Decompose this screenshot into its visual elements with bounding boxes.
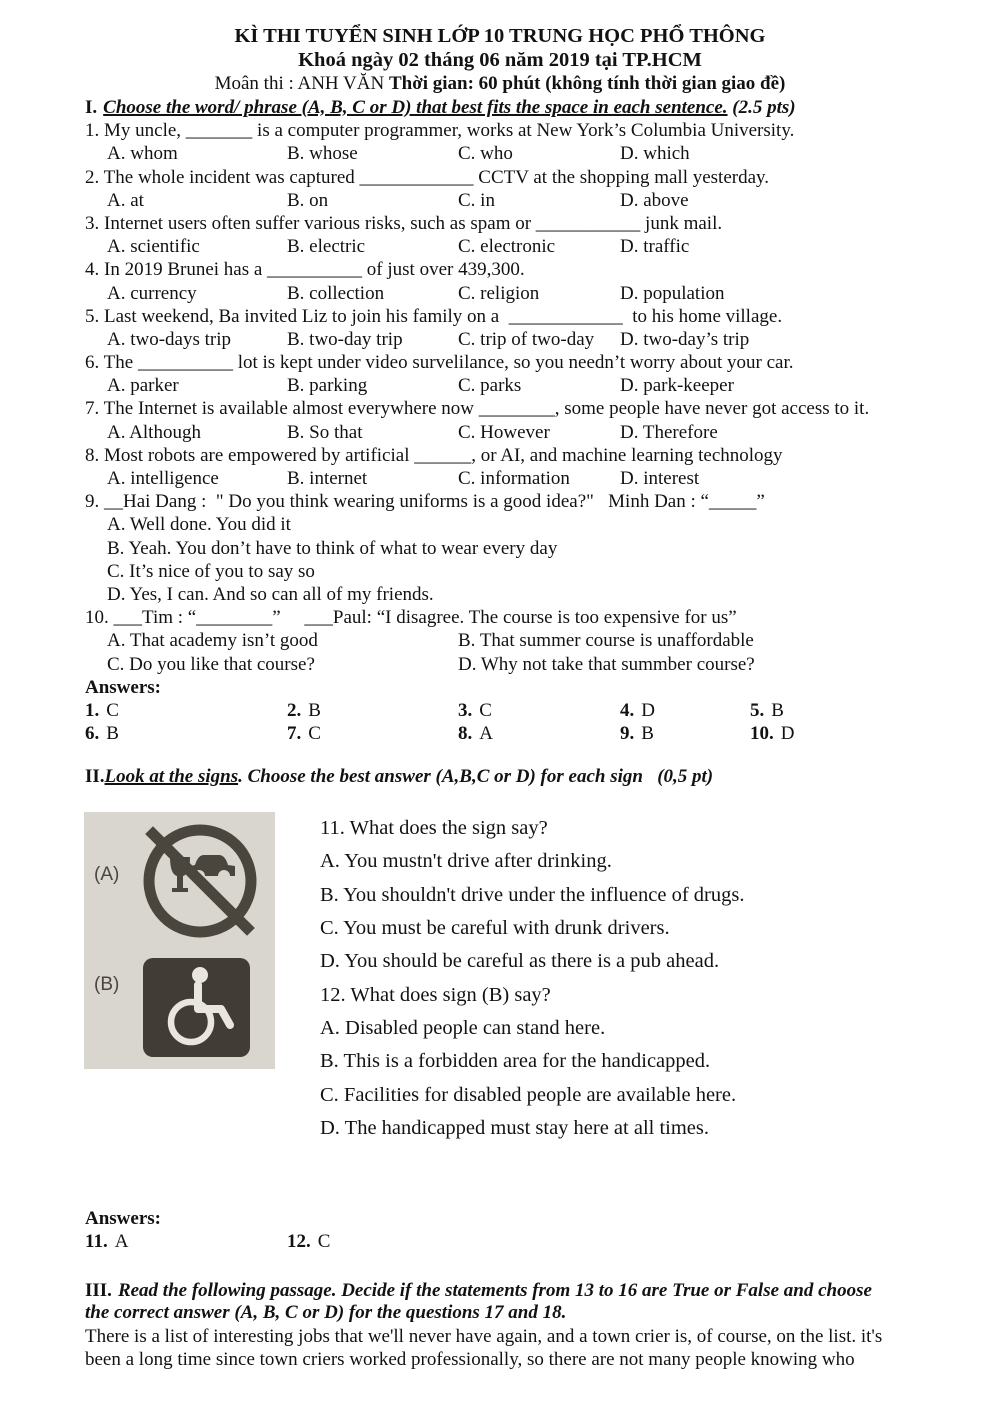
section-1-answers-label: Answers: xyxy=(85,676,161,698)
option-b: B. on xyxy=(287,189,329,211)
no-drink-driving-sign-icon xyxy=(140,821,260,941)
section-2-answers-row xyxy=(85,1230,1000,1254)
signs-photo xyxy=(84,812,275,1069)
section-2-body xyxy=(0,789,1000,1207)
answer-12: 12. C xyxy=(287,1231,331,1253)
sign-b-label: (B) xyxy=(94,973,120,995)
section-1-instruction: Choose the word/ phrase (A, B, C or D) that best fits the space in each sentence. xyxy=(103,97,728,118)
answer-8: 8. A xyxy=(458,723,493,745)
section-1-number: I. xyxy=(85,97,98,118)
option-c: C. However xyxy=(458,421,550,443)
passage-line-1: There is a list of interesting jobs that we'll never have again, and a town crier is, of course, on the list. it's xyxy=(85,1325,883,1347)
section-2-number: II. xyxy=(85,766,105,788)
option-c: C. parks xyxy=(458,375,522,397)
option-d: D. above xyxy=(620,189,689,211)
exam-subject: Moân thi : ANH VĂN xyxy=(214,73,389,94)
question-10-options-row-2 xyxy=(85,653,1000,676)
option-d: D. park-keeper xyxy=(620,375,734,397)
option-a: A. scientific xyxy=(107,236,200,258)
answer-10: 10. D xyxy=(750,723,795,745)
answer-7: 7. C xyxy=(287,723,321,745)
question-11-option-a: A. You mustn't drive after drinking. xyxy=(320,850,612,873)
question-1-text: 1. My uncle, _______ is a computer programmer, works at New York’s Columbia University. xyxy=(85,120,795,142)
answer-1: 1. C xyxy=(85,699,119,721)
option-a: A. two-days trip xyxy=(107,328,232,350)
option-c: C. in xyxy=(458,189,495,211)
option-b: B. electric xyxy=(287,236,366,258)
option-a: A. whom xyxy=(107,143,178,165)
section-1 xyxy=(0,96,1000,745)
option-b: B. whose xyxy=(287,143,358,165)
question-12-option-a: A. Disabled people can stand here. xyxy=(320,1017,606,1040)
question-2-text: 2. The whole incident was captured ____________ CCTV at the shopping mall yesterday. xyxy=(85,166,770,188)
option-d: D. population xyxy=(620,282,725,304)
option-b: B. That summer course is unaffordable xyxy=(458,630,754,652)
option-b: B. two-day trip xyxy=(287,328,403,350)
option-d: D. which xyxy=(620,143,690,165)
option-b: B. internet xyxy=(287,468,368,489)
option-d: D. traffic xyxy=(620,236,690,258)
question-11-option-b: B. You shouldn't drive under the influence of drugs. xyxy=(320,883,745,906)
question-3-options xyxy=(85,235,1000,258)
section-3-number: III. xyxy=(85,1279,112,1301)
passage-line-2: been a long time since town criers worked professionally, so there are not many people knowing who xyxy=(85,1348,855,1370)
answer-2: 2. B xyxy=(287,699,321,721)
option-a: A. currency xyxy=(107,282,197,304)
question-12-option-b: B. This is a forbidden area for the handicapped. xyxy=(320,1050,711,1073)
section-2-answers-label: Answers: xyxy=(85,1207,161,1229)
question-8-text: 8. Most robots are empowered by artificial ______, or AI, and machine learning technology xyxy=(85,444,783,466)
section-1-answers-row-2 xyxy=(85,722,1000,745)
option-b: B. parking xyxy=(287,375,368,397)
question-9-option-c: C. It’s nice of you to say so xyxy=(107,560,315,582)
question-7-options xyxy=(85,421,1000,444)
section-1-answers-row-1 xyxy=(85,699,1000,722)
exam-header xyxy=(0,0,1000,96)
section-2-heading xyxy=(0,765,1000,789)
sign-a-label: (A) xyxy=(94,863,120,885)
option-c: C. electronic xyxy=(458,236,556,258)
sign-questions xyxy=(320,812,744,1146)
question-10-text: 10. ___Tim : “________” ___Paul: “I disagree. The course is too expensive for us” xyxy=(85,607,737,629)
question-11-option-c: C. You must be careful with drunk drivers. xyxy=(320,916,670,939)
section-1-points: (2.5 pts) xyxy=(727,97,796,118)
option-a: A. Although xyxy=(107,421,201,443)
option-d: D. Why not take that summber course? xyxy=(458,653,755,675)
exam-title: KÌ THI TUYỂN SINH LỚP 10 TRUNG HỌC PHỔ THÔNG xyxy=(234,25,766,47)
option-b: B. So that xyxy=(287,421,363,443)
answer-6: 6. B xyxy=(85,723,119,745)
answer-9: 9. B xyxy=(620,723,654,745)
question-6-options xyxy=(85,374,1000,397)
option-d: D. two-day’s trip xyxy=(620,328,750,350)
section-2-instruction-rest: . Choose the best answer (A,B,C or D) for each sign (0,5 pt) xyxy=(238,766,714,788)
question-1-options xyxy=(85,142,1000,165)
section-2-instruction-underlined: Look at the signs xyxy=(104,766,239,788)
question-8-options xyxy=(85,467,1000,490)
question-6-text: 6. The __________ lot is kept under video survelilance, so you needn’t worry about your car. xyxy=(85,352,794,374)
exam-time-limit: Thời gian: 60 phút (không tính thời gian giao đề) xyxy=(388,73,786,94)
question-2-options xyxy=(85,189,1000,212)
option-b: B. collection xyxy=(287,282,385,304)
question-11-option-d: D. You should be careful as there is a pub ahead. xyxy=(320,950,720,973)
question-10-options-row-1 xyxy=(85,629,1000,652)
answer-5: 5. B xyxy=(750,699,784,721)
option-a: A. intelligence xyxy=(107,468,219,489)
question-7-text: 7. The Internet is available almost everywhere now ________, some people have never got access to it. xyxy=(85,398,870,420)
wheelchair-sign-icon xyxy=(143,958,250,1057)
exam-subject-line xyxy=(0,72,1000,96)
question-4-options xyxy=(85,282,1000,305)
section-3-heading-line-1 xyxy=(85,1280,1000,1303)
question-9-option-a: A. Well done. You did it xyxy=(107,514,291,536)
option-a: A. at xyxy=(107,189,144,211)
exam-date-line: Khoá ngày 02 tháng 06 năm 2019 tại TP.HCM xyxy=(298,49,702,71)
option-c: C. religion xyxy=(458,282,540,304)
option-c: C. Do you like that course? xyxy=(107,653,315,675)
answer-3: 3. C xyxy=(458,699,492,721)
option-a: A. That academy isn’t good xyxy=(107,630,318,652)
question-5-options xyxy=(85,328,1000,351)
option-a: A. parker xyxy=(107,375,179,397)
question-12-option-c: C. Facilities for disabled people are available here. xyxy=(320,1083,737,1106)
option-c: C. trip of two-day xyxy=(458,328,595,350)
option-c: C. information xyxy=(458,468,570,489)
question-12-option-d: D. The handicapped must stay here at all times. xyxy=(320,1117,710,1140)
question-11-text: 11. What does the sign say? xyxy=(320,816,548,839)
section-3-heading-line-2: the correct answer (A, B, C or D) for the questions 17 and 18. xyxy=(85,1302,567,1324)
question-3-text: 3. Internet users often suffer various risks, such as spam or ___________ junk mail. xyxy=(85,212,723,234)
option-d: D. interest xyxy=(620,468,700,489)
answer-4: 4. D xyxy=(620,699,655,721)
question-9-text: 9. __Hai Dang : " Do you think wearing uniforms is a good idea?" Minh Dan : “_____” xyxy=(85,491,765,513)
question-9-option-b: B. Yeah. You don’t have to think of what to wear every day xyxy=(107,537,558,559)
option-c: C. who xyxy=(458,143,513,165)
section-3 xyxy=(0,1280,1000,1371)
answer-11: 11. A xyxy=(85,1231,129,1253)
option-d: D. Therefore xyxy=(620,421,718,443)
section-1-heading xyxy=(85,96,1000,119)
question-9-option-d: D. Yes, I can. And so can all of my friends. xyxy=(107,583,434,605)
question-12-text: 12. What does sign (B) say? xyxy=(320,983,551,1006)
section-2-answers xyxy=(0,1207,1000,1254)
question-4-text: 4. In 2019 Brunei has a __________ of just over 439,300. xyxy=(85,259,525,281)
section-3-instruction-part-1: Read the following passage. Decide if the statements from 13 to 16 are True or False and choose xyxy=(117,1279,872,1301)
question-5-text: 5. Last weekend, Ba invited Liz to join his family on a ____________ to his home village. xyxy=(85,305,783,327)
